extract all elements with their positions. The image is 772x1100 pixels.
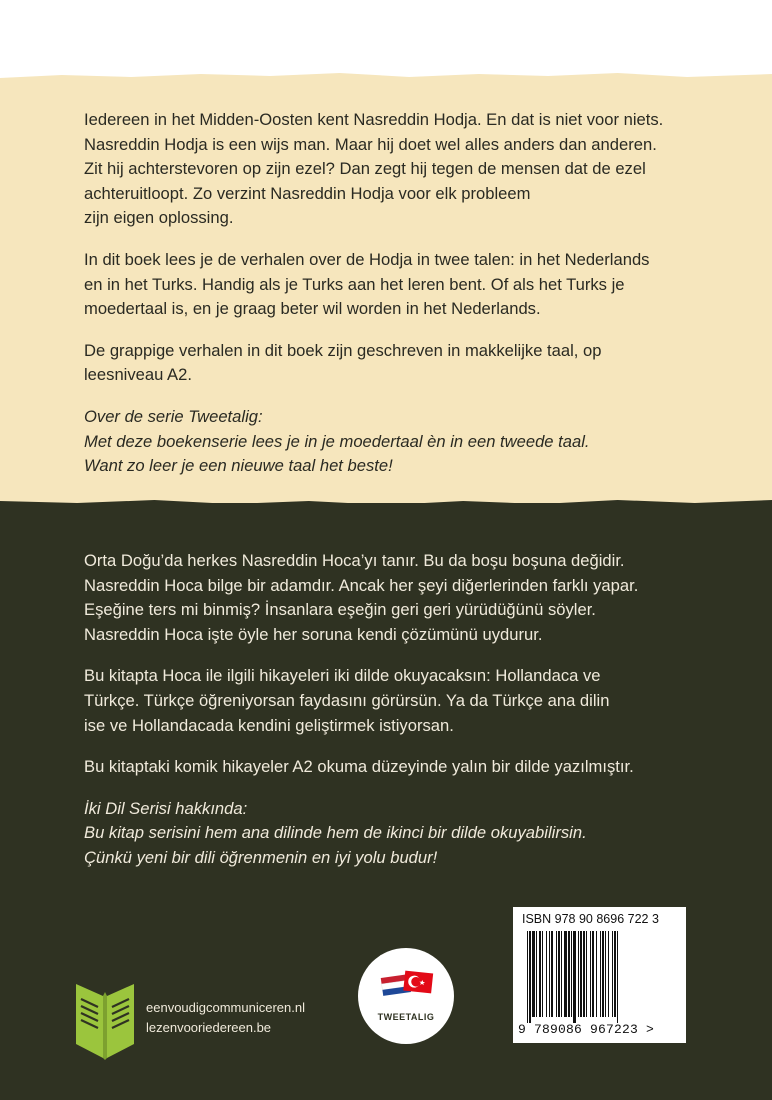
text-line: zijn eigen oplossing. [84, 208, 234, 228]
barcode-area [513, 907, 686, 1043]
text-line: Zit hij achterstevoren op zijn ezel? Dan zegt hij tegen de mensen dat de ezel [84, 159, 646, 179]
barcode-digits: 9 789086 967223 > [518, 1022, 655, 1037]
text-line: In dit boek lees je de verhalen over de Hodja in twee talen: in het Nederlands [84, 249, 650, 269]
text-line: Nasreddin Hoca bilge bir adamdır. Ancak her şeyi diğerlerinden farklı yapar. [84, 575, 639, 595]
text-line: Met deze boekenserie lees je in je moedertaal èn in een tweede taal. [84, 431, 590, 451]
dutch-series-note [84, 405, 704, 479]
text-line: Türkçe. Türkçe öğreniyorsan faydasını görürsün. Ya da Türkçe ana dilin [84, 690, 610, 710]
turkish-paragraph-3 [84, 755, 724, 780]
text-line: Want zo leer je een nieuwe taal het beste! [84, 456, 393, 476]
isbn-label: ISBN 978 90 8696 722 3 [522, 912, 659, 926]
tweetalig-badge [358, 948, 454, 1044]
text-line: Iedereen in het Midden-Oosten kent Nasreddin Hodja. En dat is niet voor niets. [84, 110, 664, 129]
text-line: Bu kitaptaki komik hikayeler A2 okuma düzeyinde yalın bir dilde yazılmıştır. [84, 757, 634, 777]
text-line: Nasreddin Hodja is een wijs man. Maar hij doet wel alles anders dan anderen. [84, 134, 657, 154]
turkish-paragraph-1 [84, 549, 724, 647]
text-line: Over de serie Tweetalig: [84, 406, 263, 426]
website-links [146, 998, 305, 1038]
text-line: Eşeğine ters mi binmiş? İnsanlara eşeğin geri geri yürüdüğünü söyler. [84, 600, 596, 620]
text-line: De grappige verhalen in dit boek zijn geschreven in makkelijke taal, op [84, 340, 602, 360]
turkish-paragraph-2 [84, 664, 724, 738]
badge-label: TWEETALIG [377, 1012, 435, 1022]
turkish-blurb [84, 549, 724, 888]
text-line: ise ve Hollandacada kendini geliştirmek istiyorsan. [84, 715, 454, 735]
text-line: moedertaal is, en je graag beter wil worden in het Nederlands. [84, 299, 541, 319]
dutch-paragraph-3 [84, 339, 704, 388]
dutch-paragraph-2 [84, 248, 704, 322]
text-line: en in het Turks. Handig als je Turks aan het leren bent. Of als het Turks je [84, 274, 625, 294]
text-line: Çünkü yeni bir dili öğrenmenin en iyi yolu budur! [84, 847, 438, 867]
dutch-paragraph-1 [84, 108, 704, 231]
text-line: achteruitloopt. Zo verzint Nasreddin Hodja voor elk probleem [84, 183, 531, 203]
text-line: İki Dil Serisi hakkında: [84, 798, 248, 818]
text-line: leesniveau A2. [84, 365, 192, 385]
text-line: Orta Doğu’da herkes Nasreddin Hoca’yı tanır. Bu da boşu boşuna değidir. [84, 551, 625, 570]
website-link-1[interactable]: eenvoudigcommuniceren.nl [146, 1000, 305, 1015]
text-line: Bu kitap serisini hem ana dilinde hem de ikinci bir dilde okuyabilirsin. [84, 823, 587, 843]
turkey-flag-icon [403, 971, 433, 994]
turkish-series-note [84, 797, 724, 871]
text-line: Bu kitapta Hoca ile ilgili hikayeleri iki dilde okuyacaksın: Hollandaca ve [84, 666, 601, 686]
text-line: Nasreddin Hoca işte öyle her soruna kendi çözümünü uydurur. [84, 624, 543, 644]
open-book-logo-icon [74, 978, 136, 1060]
dutch-blurb [84, 108, 704, 496]
website-link-2[interactable]: lezenvooriedereen.be [146, 1020, 272, 1035]
